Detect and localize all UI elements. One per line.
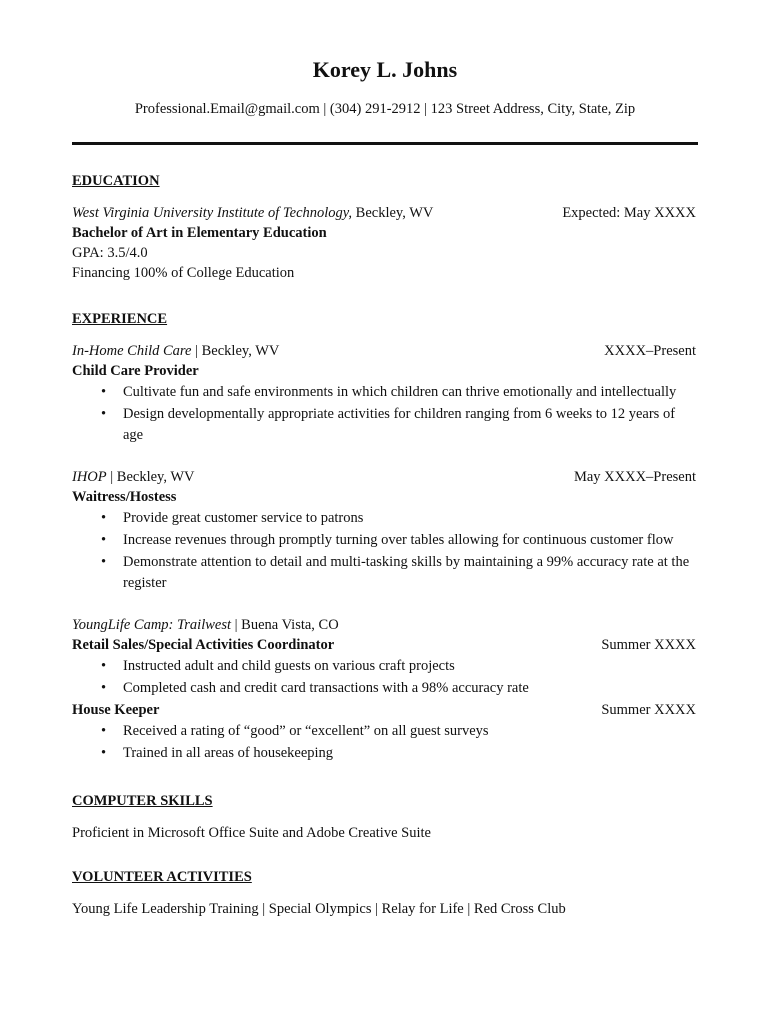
bullet-text: Instructed adult and child guests on various craft projects: [123, 658, 455, 674]
bullet-text: Received a rating of “good” or “excellent” on all guest surveys: [123, 723, 489, 739]
header-divider: [72, 142, 698, 145]
bullet-icon: •: [101, 554, 107, 570]
job-entry: [72, 341, 696, 446]
job-bullets: [72, 382, 696, 446]
resume-content: [72, 171, 696, 919]
education-section: [72, 171, 696, 283]
job-employer-row: [72, 341, 696, 361]
job-employer-row: [72, 615, 696, 635]
employer-location: | Beckley, WV: [106, 469, 195, 485]
employer-name: YoungLife Camp: Trailwest: [72, 617, 232, 633]
list-item: [72, 656, 696, 677]
bullet-text: Completed cash and credit card transactions with a 98% accuracy rate: [123, 680, 529, 696]
employer-line: [72, 341, 279, 361]
job-entry: [72, 467, 696, 594]
candidate-name: Korey L. Johns: [312, 57, 458, 82]
school-line: [72, 203, 433, 223]
bullet-icon: •: [101, 723, 107, 739]
bullet-icon: •: [101, 532, 107, 548]
education-school-row: [72, 203, 696, 223]
job-title: Waitress/Hostess: [72, 489, 177, 505]
list-item: [72, 382, 696, 403]
job-date: XXXX–Present: [604, 343, 696, 359]
volunteer-heading: VOLUNTEER ACTIVITIES: [72, 869, 252, 885]
computer-skills-section: [72, 791, 696, 843]
bullet-text: Provide great customer service to patrons: [123, 510, 364, 526]
employer-name: In-Home Child Care: [72, 343, 192, 359]
bullet-icon: •: [101, 384, 107, 400]
list-item: [72, 743, 696, 764]
bullet-text: Cultivate fun and safe environments in which children can thrive emotionally and intellectually: [123, 384, 677, 400]
employer-location: | Buena Vista, CO: [231, 617, 339, 633]
job-entry: [72, 615, 696, 764]
education-date: Expected: May XXXX: [562, 205, 696, 221]
job-title: House Keeper: [72, 702, 160, 718]
role-title-row: [72, 635, 696, 655]
list-item: [72, 678, 696, 699]
bullet-icon: •: [101, 510, 107, 526]
school-name: West Virginia University Institute of Technology,: [72, 205, 353, 221]
degree: Bachelor of Art in Elementary Education: [72, 225, 327, 241]
employer-name: IHOP: [72, 469, 107, 485]
bullet-text: Trained in all areas of housekeeping: [123, 745, 334, 761]
computer-skills-heading: COMPUTER SKILLS: [72, 793, 213, 809]
job-date: Summer XXXX: [601, 637, 696, 653]
education-heading: EDUCATION: [72, 173, 160, 189]
job-bullets: [72, 656, 696, 699]
gpa: GPA: 3.5/4.0: [72, 245, 148, 261]
job-date: May XXXX–Present: [573, 469, 696, 485]
list-item: [72, 530, 696, 551]
employer-line: [72, 467, 195, 487]
job-bullets: [72, 508, 696, 594]
computer-skills-text: Proficient in Microsoft Office Suite and Adobe Creative Suite: [72, 825, 431, 841]
employer-line: [72, 615, 339, 635]
job-title: Retail Sales/Special Activities Coordinator: [72, 637, 335, 653]
school-location: Beckley, WV: [352, 205, 434, 221]
bullet-text: Design developmentally appropriate activities for children ranging from 6 weeks to 12 years of age: [123, 406, 676, 443]
list-item: [72, 508, 696, 529]
job-title: Child Care Provider: [72, 363, 199, 379]
experience-section: [72, 309, 696, 764]
job-bullets: [72, 721, 696, 764]
bullet-icon: •: [101, 406, 107, 422]
employer-location: | Beckley, WV: [191, 343, 280, 359]
bullet-icon: •: [101, 658, 107, 674]
list-item: [72, 404, 696, 446]
volunteer-text: Young Life Leadership Training | Special Olympics | Relay for Life | Red Cross Club: [72, 901, 566, 917]
financing-note: Financing 100% of College Education: [72, 265, 295, 281]
contact-line: Professional.Email@gmail.com | (304) 291-2912 | 123 Street Address, City, State, Zip: [134, 101, 636, 117]
job-date: Summer XXXX: [601, 702, 696, 718]
bullet-text: Demonstrate attention to detail and multi-tasking skills by maintaining a 99% accuracy rate at the register: [123, 554, 690, 591]
volunteer-section: [72, 867, 696, 919]
bullet-icon: •: [101, 745, 107, 761]
bullet-icon: •: [101, 680, 107, 696]
experience-heading: EXPERIENCE: [72, 311, 168, 327]
job-employer-row: [72, 467, 696, 487]
list-item: [72, 552, 696, 594]
bullet-text: Increase revenues through promptly turning over tables allowing for continuous customer flow: [123, 532, 674, 548]
list-item: [72, 721, 696, 742]
role-title-row: [72, 700, 696, 720]
